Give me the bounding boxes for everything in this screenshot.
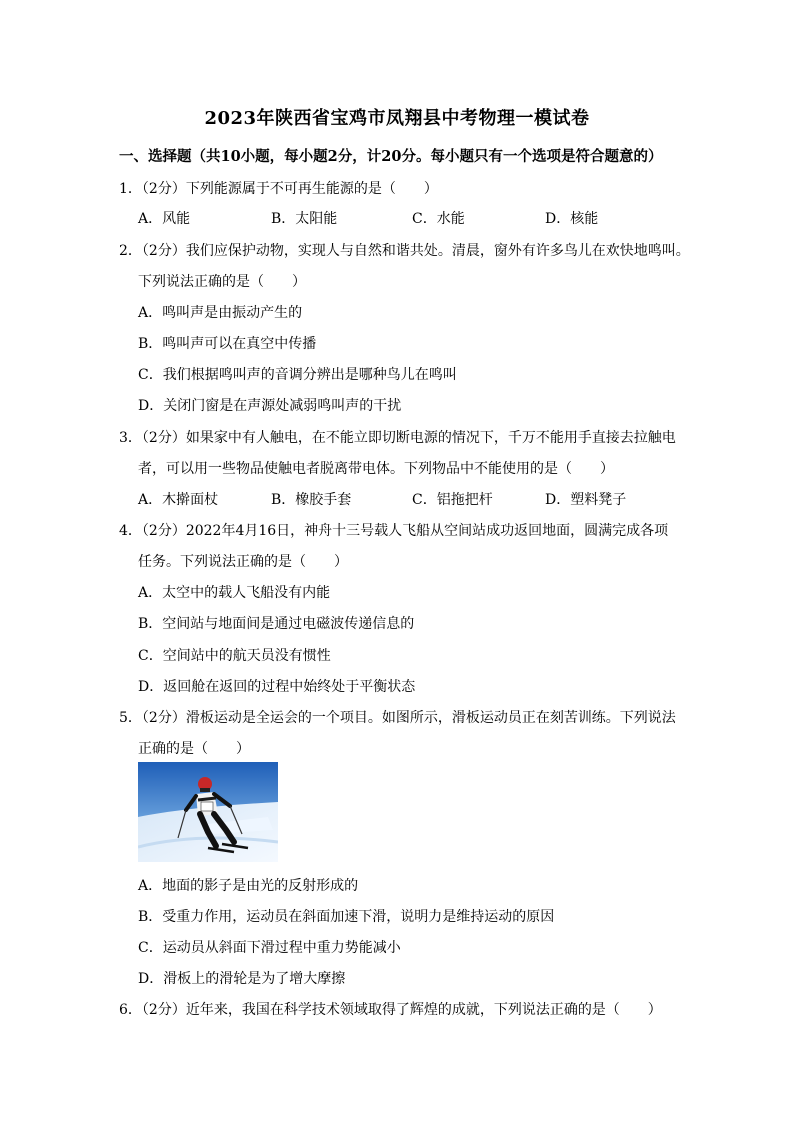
question-5-stem-line2: 正确的是（ ） <box>138 741 250 757</box>
question-3-stem-line2: 者，可以用一些物品使触电者脱离带电体。下列物品中不能使用的是（ ） <box>138 461 614 477</box>
question-4-option-d: D．返回舱在返回的过程中始终处于平衡状态 <box>138 679 416 695</box>
question-5-stem-line1: 5．（2分）滑板运动是全运会的一个项目。如图所示，滑板运动员正在刻苦训练。下列说法 <box>119 710 676 726</box>
question-4-stem-line1: 4．（2分）2022年4月16日，神舟十三号载人飞船从空间站成功返回地面，圆满完成各项 <box>119 523 669 539</box>
question-2-option-d: D．关闭门窗是在声源处减弱鸣叫声的干扰 <box>138 398 402 414</box>
question-5-option-a: A．地面的影子是由光的反射形成的 <box>138 878 359 894</box>
question-3-stem-line1: 3．（2分）如果家中有人触电，在不能立即切断电源的情况下，千万不能用手直接去拉触电 <box>119 430 676 446</box>
option-d: D．核能 <box>545 211 599 227</box>
question-2-option-b: B．鸣叫声可以在真空中传播 <box>138 336 317 352</box>
page-title: 2023年陕西省宝鸡市凤翔县中考物理一模试卷 <box>204 108 590 129</box>
question-4-option-c: C．空间站中的航天员没有惯性 <box>138 648 331 664</box>
question-4-option-a: A．太空中的载人飞船没有内能 <box>138 585 331 601</box>
question-4-stem-line2: 任务。下列说法正确的是（ ） <box>138 554 348 570</box>
option-c: C．铝拖把杆 <box>412 492 493 508</box>
question-5-option-b: B．受重力作用，运动员在斜面加速下滑，说明力是维持运动的原因 <box>138 909 555 925</box>
question-1-stem: 1．（2分）下列能源属于不可再生能源的是（ ） <box>119 181 438 197</box>
question-6-stem: 6．（2分）近年来，我国在科学技术领域取得了辉煌的成就，下列说法正确的是（ ） <box>119 1002 662 1018</box>
option-d: D．塑料凳子 <box>545 492 627 508</box>
question-5-option-c: C．运动员从斜面下滑过程中重力势能减小 <box>138 940 401 956</box>
option-b: B．太阳能 <box>271 211 338 227</box>
option-a: A．木擀面杖 <box>138 492 219 508</box>
question-2-stem-line2: 下列说法正确的是（ ） <box>138 274 306 290</box>
question-2-stem-line1: 2．（2分）我们应保护动物，实现人与自然和谐共处。清晨，窗外有许多鸟儿在欢快地鸣叫。 <box>119 243 690 259</box>
question-4-option-b: B．空间站与地面间是通过电磁波传递信息的 <box>138 616 415 632</box>
option-b: B．橡胶手套 <box>271 492 352 508</box>
question-2-option-a: A．鸣叫声是由振动产生的 <box>138 305 303 321</box>
option-c: C．水能 <box>412 211 465 227</box>
question-2-option-c: C．我们根据鸣叫声的音调分辨出是哪种鸟儿在鸣叫 <box>138 367 457 383</box>
skier-photo <box>138 762 278 862</box>
option-a: A．风能 <box>138 211 191 227</box>
section-heading: 一、选择题（共10小题，每小题2分，计20分。每小题只有一个选项是符合题意的） <box>119 148 663 165</box>
question-5-option-d: D．滑板上的滑轮是为了增大摩擦 <box>138 971 346 987</box>
